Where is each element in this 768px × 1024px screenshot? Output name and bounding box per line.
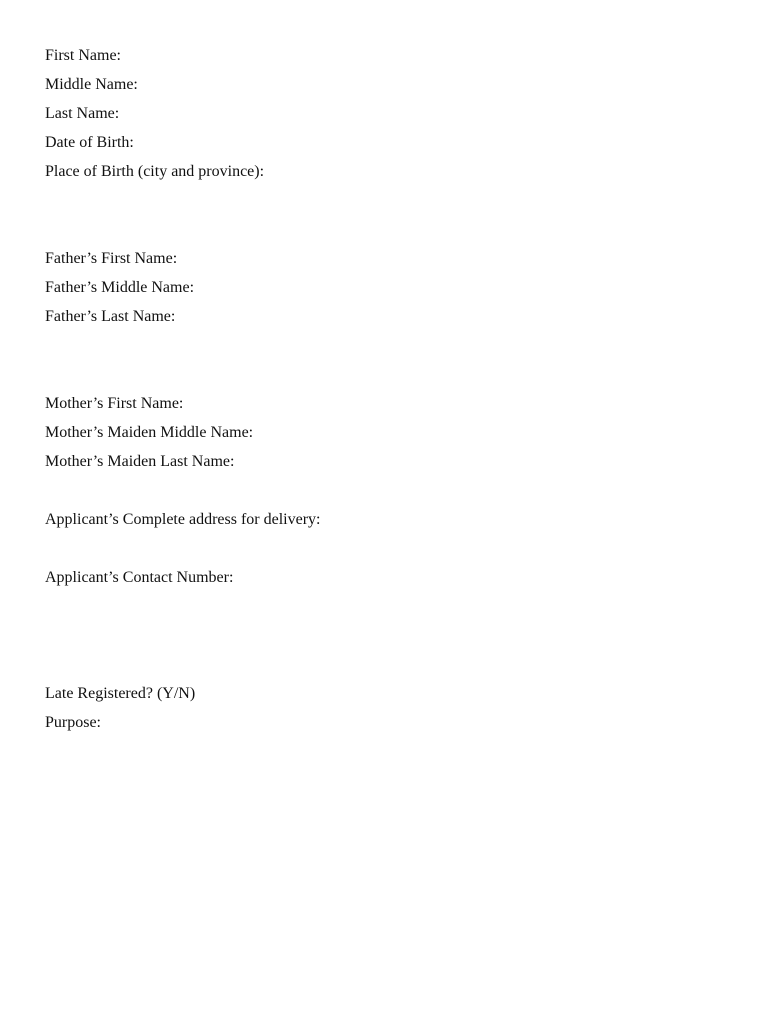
middle-name-label: Middle Name: xyxy=(45,76,138,93)
mother-maiden-middle-name-label: Mother’s Maiden Middle Name: xyxy=(45,424,254,441)
father-first-name-label: Father’s First Name: xyxy=(45,250,178,267)
father-middle-name-label: Father’s Middle Name: xyxy=(45,279,195,296)
purpose-label: Purpose: xyxy=(45,714,101,731)
last-name-label: Last Name: xyxy=(45,105,120,122)
mother-first-name-label: Mother’s First Name: xyxy=(45,395,184,412)
date-of-birth-label: Date of Birth: xyxy=(45,134,134,151)
applicant-address-label: Applicant’s Complete address for delivery: xyxy=(45,511,321,528)
applicant-contact-number-label: Applicant’s Contact Number: xyxy=(45,569,234,586)
place-of-birth-label: Place of Birth (city and province): xyxy=(45,163,265,180)
mother-maiden-last-name-label: Mother’s Maiden Last Name: xyxy=(45,453,235,470)
late-registered-label: Late Registered? (Y/N) xyxy=(45,685,196,702)
first-name-label: First Name: xyxy=(45,47,121,64)
father-last-name-label: Father’s Last Name: xyxy=(45,308,176,325)
